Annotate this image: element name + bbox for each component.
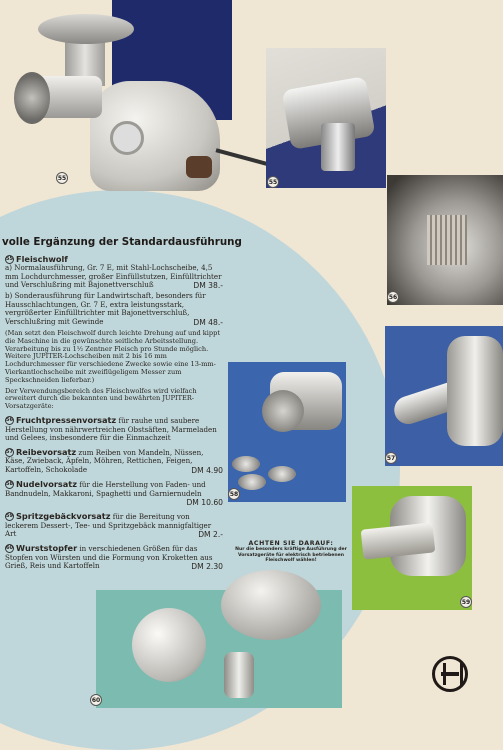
photo-label: 58: [228, 488, 240, 500]
item-text: für rauhe und saubere Herstellung von nährwertreichen Obstsäften, Marmeladen und Gelees, insbesondere für die Einmachzeit: [5, 415, 217, 443]
meat-grinder-photo: [10, 6, 235, 206]
item-text: für die Bereitung von leckerem Dessert-, Tee- und Spritzgebäck mannigfaltiger Art: [5, 512, 212, 539]
attachment-photo-60: [91, 590, 342, 708]
item-price: DM 38.-: [193, 281, 223, 291]
item-price: DM 48.-: [193, 317, 223, 327]
item-text: a) Normalausführung, Gr. 7 E, mit Stahl-Lochscheibe, 4,5 mm Lochdurchmesser, großer Einfüllstutzen, Einfülltrichter und Verschlußring mit Bajonettverschluß DM 38.-: [5, 263, 223, 291]
grinder-knob: [186, 156, 212, 178]
noodle-disc: [268, 466, 296, 482]
photo-label: 59: [460, 596, 472, 608]
noodle-disc: [232, 456, 260, 472]
list-item: [5, 254, 223, 411]
list-item: [5, 479, 223, 507]
sausage-stuffer-disc: [132, 608, 206, 682]
list-item: [5, 447, 223, 475]
notice-title: ACHTEN SIE DARAUF:: [248, 540, 334, 547]
notice-box: [228, 540, 354, 564]
grinder-hopper: [38, 14, 134, 44]
attachment-photo-59: [352, 486, 472, 610]
attachment-spout: [224, 652, 254, 698]
bosch-logo-icon: [432, 656, 468, 692]
photo-label: 56: [387, 291, 399, 303]
attachment-photo-57: [385, 326, 503, 466]
item-note: Der Verwendungsbereich des Fleischwolfes wird vielfach erweitert durch die bekannten und bewährten JUPITER-Vorsatzgeräte:: [5, 386, 197, 411]
item-number: 58: [6, 480, 13, 487]
item-number: 55: [6, 256, 13, 262]
item-note: (Man setzt den Fleischwolf durch leichte Drehung auf und kippt die Maschine in die gewünschte seitliche Arbeitsstellung. Verarbeitung bis zu 1½ Zentner Fleisch pro Stunde möglich. Weitere JUPITER-Lochscheiben mit 2 bis 16 mm Lochdurchmesser für verschiedene Zwecke sowie eine 13-mm-Vierkantlochscheibe mit zweiflügeligem Messer zum Speckschneiden lieferbar.): [5, 328, 220, 384]
list-item: [5, 511, 223, 539]
item-title: Reibevorsatz: [16, 446, 77, 457]
photo-label: 55: [56, 172, 68, 184]
item-price: DM 2.30: [191, 562, 223, 572]
item-title: Spritzgebäckvorsatz: [16, 511, 111, 522]
attachment-face: [262, 390, 304, 432]
item-number: 57: [6, 448, 13, 455]
item-text: b) Sonderausführung für Landwirtschaft, besonders für Hausschlachtungen, Gr. 7 E, extra leistungsstark, vergrößerter Einfülltrichter mit Bajonettverschluß, Verschlußring mit Gewinde DM 48.-: [5, 291, 223, 327]
attachment-spout: [321, 123, 355, 171]
item-number: 59: [6, 513, 13, 520]
item-number: 56: [6, 416, 13, 423]
photo-label: 60: [90, 694, 102, 706]
attachment-photo-58: [228, 362, 346, 502]
list-item: [5, 543, 223, 571]
item-price: DM 10.60: [186, 498, 223, 508]
grinder-badge: [110, 121, 144, 155]
item-price: DM 2.-: [198, 530, 223, 540]
item-number: 60: [6, 545, 13, 552]
item-text: für die Herstellung von Faden- und Bandnudeln, Makkaroni, Spaghetti und Garniernudeln: [5, 479, 206, 498]
grater-drum: [427, 215, 467, 265]
photo-label: 57: [385, 452, 397, 464]
grinder-face: [14, 72, 50, 124]
item-text: in verschiedenen Größen für das Stopfen von Würsten und die Formung von Kroketten aus Grieß, Reis und Kartoffeln: [5, 544, 213, 571]
product-list: [5, 254, 223, 575]
attachment-housing: [447, 336, 503, 446]
attachment-bowl: [221, 570, 321, 640]
section-heading: volle Ergänzung der Standardausführung: [2, 236, 242, 248]
attachment-photo-55: [266, 48, 386, 188]
item-text: zum Reiben von Mandeln, Nüssen, Käse, Zwieback, Äpfeln, Möhren, Rettichen, Feigen, Kartoffeln, Schokolade: [5, 447, 204, 474]
item-price: DM 4.90: [191, 465, 223, 475]
photo-label: 55: [267, 176, 279, 188]
notice-body: Nur die besonders kräftige Ausführung der Vorsatzgeräte für elektrisch betriebenen Fleischwolf wählen!: [235, 547, 347, 564]
item-title: Fleischwolf: [16, 254, 68, 264]
attachment-photo-56: [387, 175, 503, 305]
item-title: Nudelvorsatz: [16, 478, 77, 489]
item-title: Fruchtpressenvorsatz: [16, 414, 117, 425]
item-title: Wurststopfer: [16, 543, 78, 554]
list-item: [5, 415, 223, 443]
noodle-disc: [238, 474, 266, 490]
